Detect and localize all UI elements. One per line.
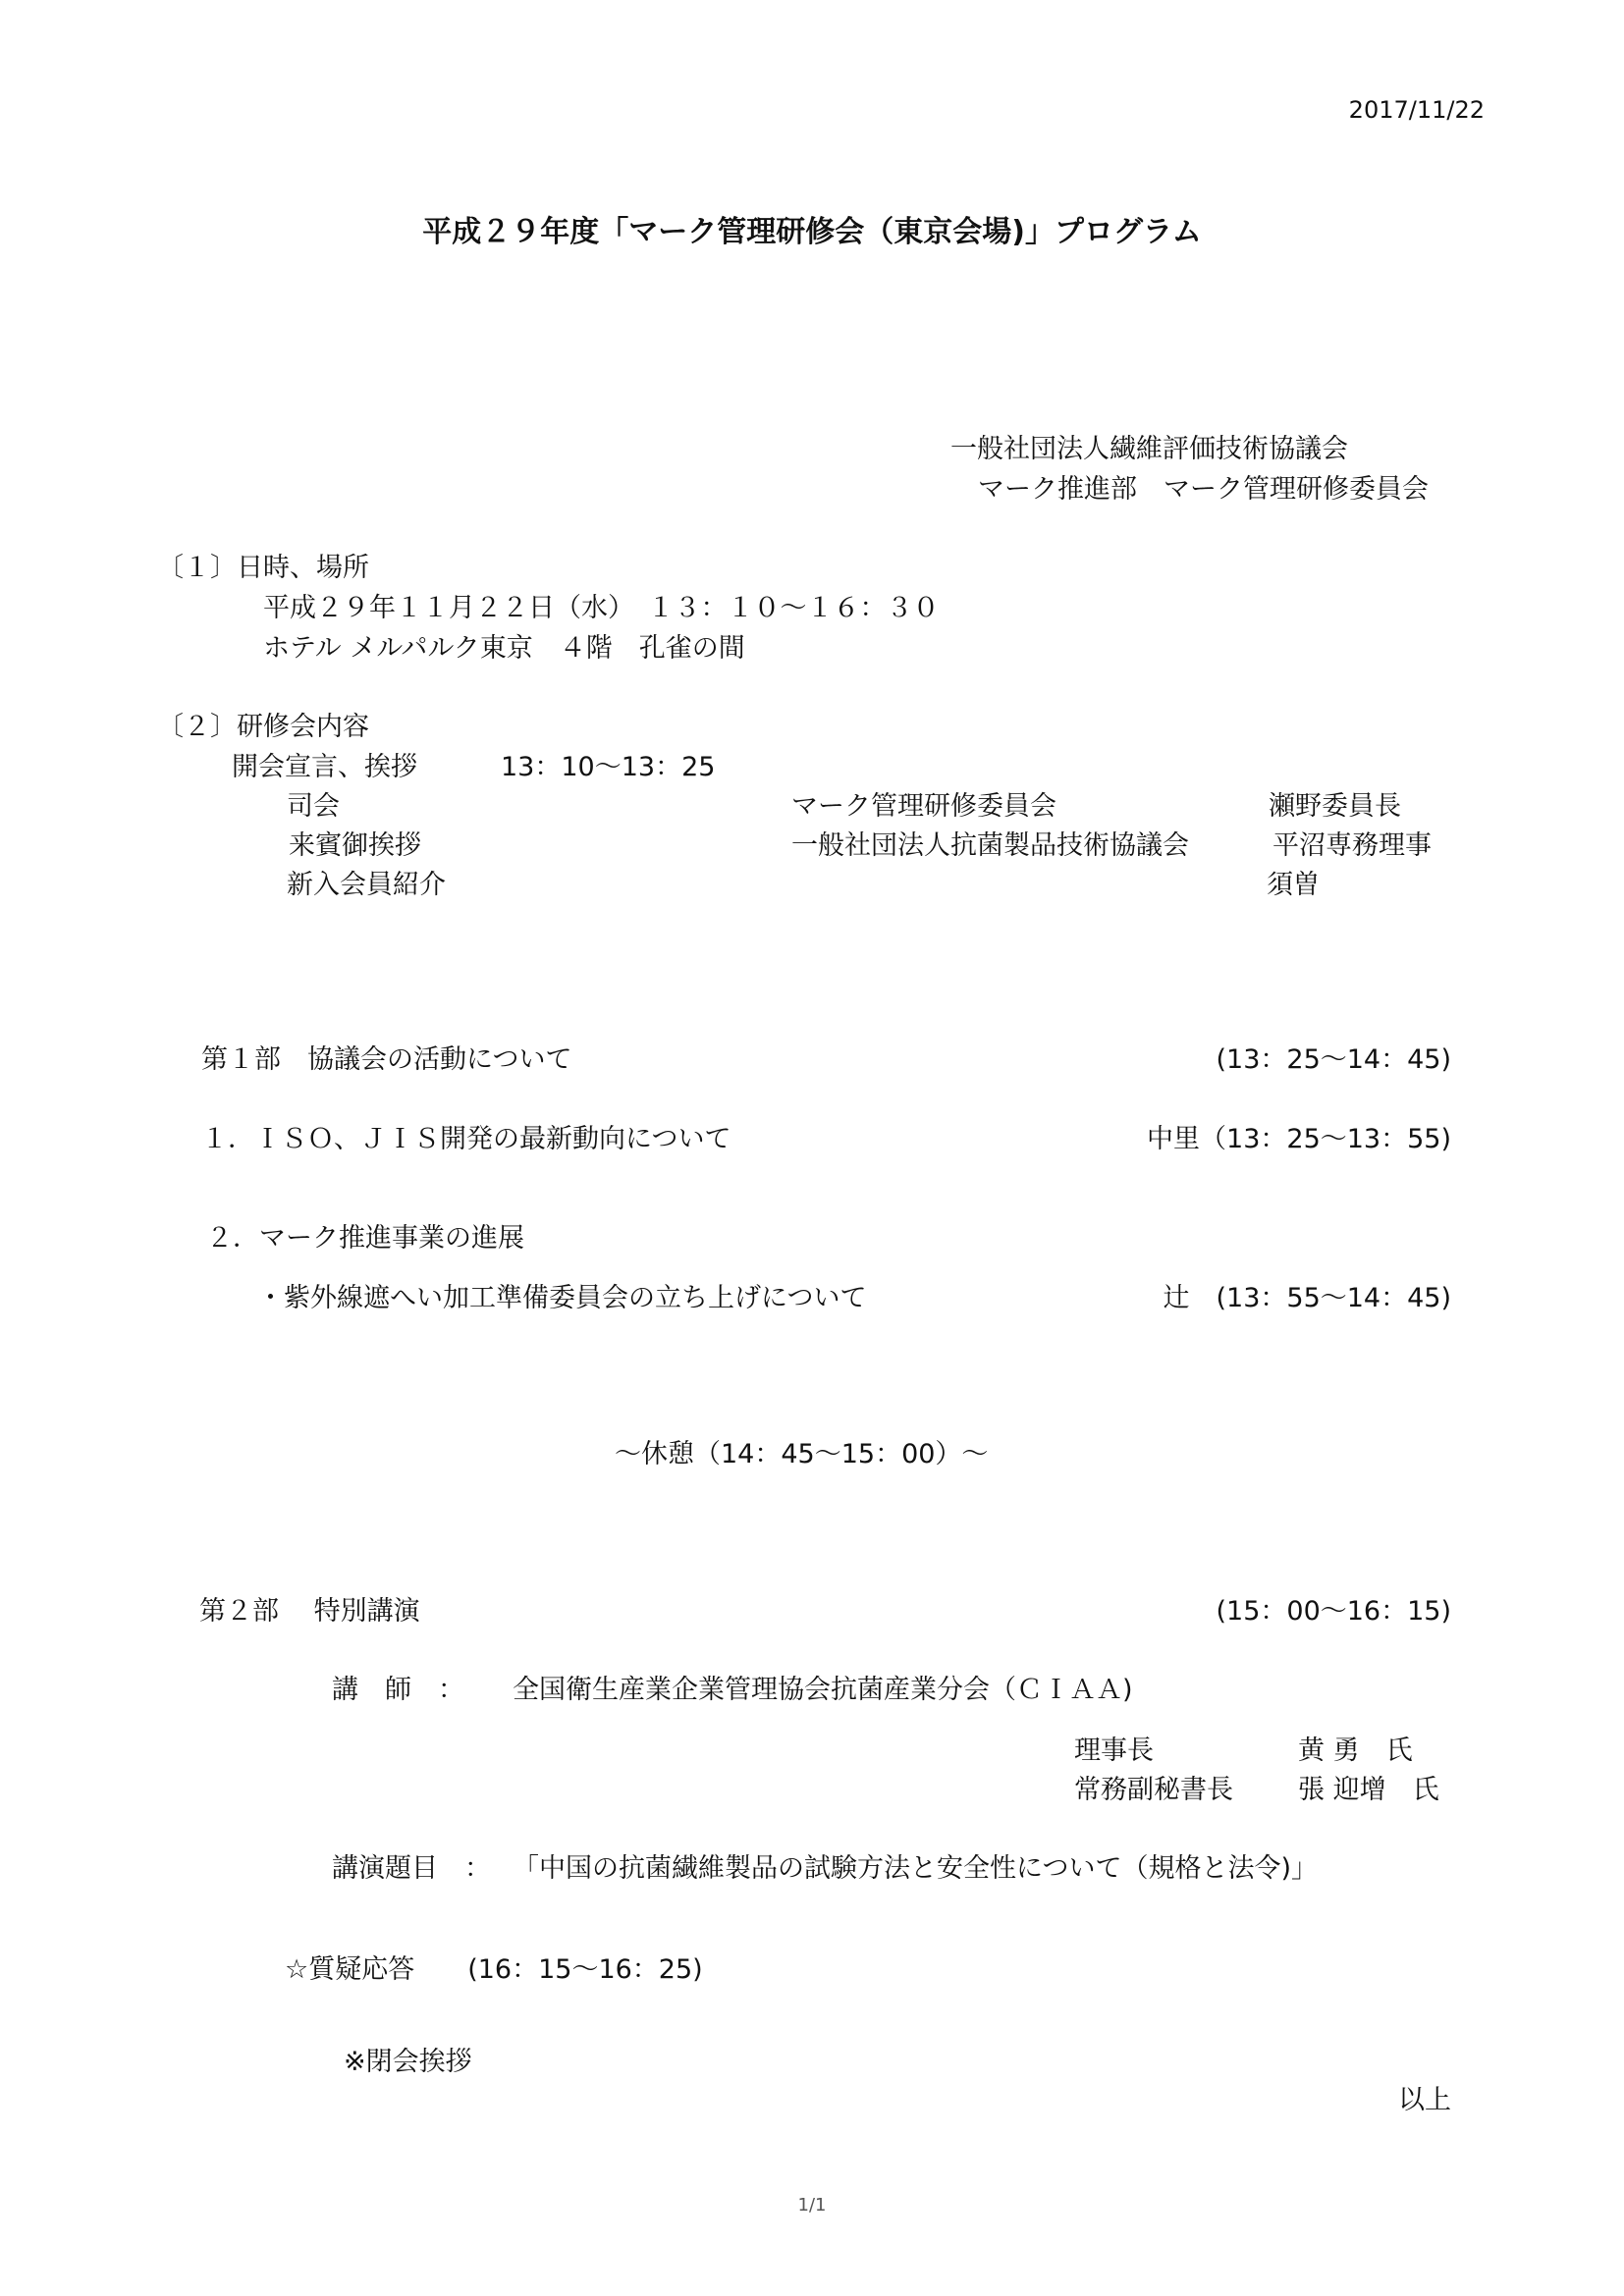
part2-time: (15：00〜16：15) [1216, 1596, 1451, 1627]
part1-item1-speaker-time: 中里（13：25〜13：55) [1147, 1124, 1451, 1154]
program-row-role: 司会 [287, 791, 340, 822]
part1-item2-speaker-time: 辻 (13：55〜14：45) [1163, 1283, 1451, 1313]
part1-item1: １．ＩＳＯ、ＪＩＳ開発の最新動向について [201, 1124, 731, 1154]
closing-remarks: ※閉会挨拶 [344, 2047, 472, 2077]
organizer-name: 一般社団法人繊維評価技術協議会 [950, 434, 1348, 464]
section2-heading: 〔２〕研修会内容 [157, 712, 369, 742]
lecturer-name: 張 迎增 氏 [1298, 1775, 1439, 1805]
section1-heading: 〔１〕日時、場所 [157, 553, 369, 583]
lecturer-organization: 全国衛生産業企業管理協会抗菌産業分会（ＣＩＡＡ) [513, 1675, 1133, 1705]
opening-time: 13：10〜13：25 [501, 752, 716, 782]
program-row-person: 瀬野委員長 [1269, 791, 1401, 822]
part1-time: (13：25〜14：45) [1216, 1044, 1451, 1075]
end-mark: 以上 [1398, 2085, 1451, 2115]
qa-session: ☆質疑応答 (16：15〜16：25) [285, 1954, 703, 1985]
break-time: 〜休憩（14：45〜15：00）〜 [615, 1439, 989, 1469]
document-date: 2017/11/22 [1348, 96, 1485, 124]
lecturer-title: 理事長 [1074, 1735, 1154, 1766]
lecturer-label: 講 師 ： [332, 1675, 464, 1705]
program-row-person: 平沼専務理事 [1272, 830, 1432, 861]
part1-heading: 第１部 協議会の活動について [201, 1044, 572, 1075]
part1-item2: ２．マーク推進事業の進展 [206, 1223, 524, 1254]
program-row-org: 一般社団法人抗菌製品技術協議会 [791, 830, 1189, 861]
opening-label: 開会宣言、挨拶 [232, 752, 417, 782]
program-row-role: 来賓御挨拶 [289, 830, 421, 861]
event-venue: ホテル メルパルク東京 ４階 孔雀の間 [263, 633, 745, 664]
part2-heading: 第２部 特別講演 [199, 1596, 420, 1627]
event-datetime: 平成２９年１１月２２日（水） １３：１０〜１６：３０ [263, 593, 940, 623]
lecture-topic: 「中国の抗菌繊維製品の試験方法と安全性について（規格と法令)」 [513, 1853, 1318, 1884]
lecturer-name: 黄 勇 氏 [1298, 1735, 1413, 1766]
organizer-department: マーク推進部 マーク管理研修委員会 [978, 474, 1429, 505]
topic-label: 講演題目 ： [332, 1853, 491, 1884]
program-row-org: マーク管理研修委員会 [791, 791, 1056, 822]
page-number: 1/1 [797, 2195, 827, 2216]
document-title: 平成２９年度「マーク管理研修会（東京会場)」プログラム [422, 215, 1202, 249]
program-row-role: 新入会員紹介 [287, 870, 446, 900]
part1-item2-sub: ・紫外線遮へい加工準備委員会の立ち上げについて [257, 1283, 867, 1313]
program-row-person: 須曽 [1267, 870, 1320, 900]
lecturer-title: 常務副秘書長 [1074, 1775, 1233, 1805]
